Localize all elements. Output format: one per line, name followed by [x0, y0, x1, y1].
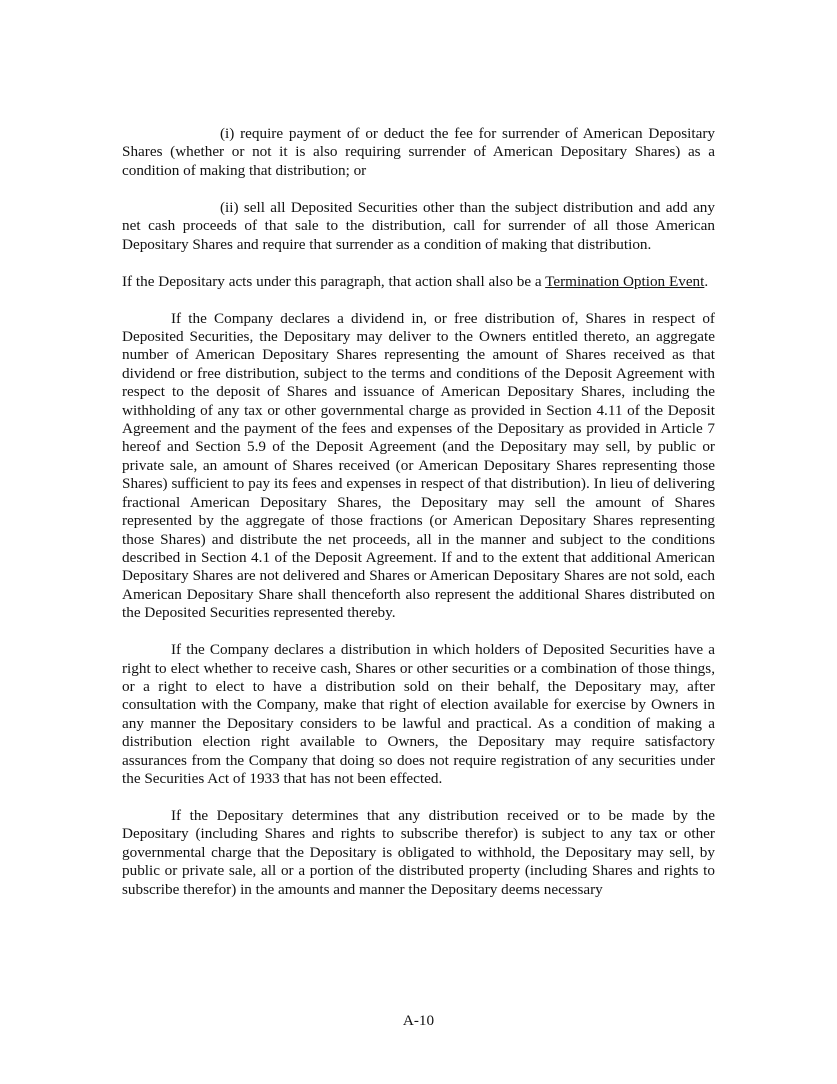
paragraph-election-distribution: If the Company declares a distribution in which holders of Deposited Securities have a right to elect whether to receive cash, Shares or other securities or a combination of those things, or a right to elect to have a distribution sold on their behalf, the Depositary may, after consultation with the Company, make that right of election available for exercise by Owners in any manner the Depositary considers to be lawful and practical. As a condition of making a distribution election right available to Owners, the Depositary may require satisfactory assurances from the Company that doing so does not require registration of any securities under the Securities Act of 1933 that has not been effected. — [122, 641, 715, 787]
page-number: A-10 — [402, 1012, 435, 1029]
paragraph-option-i: (i) require payment of or deduct the fee for surrender of American Depositary Shares (whether or not it is also requiring surrender of American Depositary Shares) as a condition of making that distribution; or — [122, 125, 715, 179]
paragraph-option-ii: (ii) sell all Deposited Securities other than the subject distribution and add any net cash proceeds of that sale to the distribution, call for surrender of all those American Depositary Shares and require that surrender as a condition of making that distribution. — [122, 198, 715, 253]
document-body — [122, 125, 715, 918]
paragraph-termination-option — [122, 273, 715, 291]
paragraph-tax-withholding: If the Depositary determines that any distribution received or to be made by the Depositary (including Shares and rights to subscribe therefor) is subject to any tax or other governmental charge that the Depositary is obligated to withhold, the Depositary may sell, by public or private sale, all or a portion of the distributed property (including Shares and rights to subscribe therefor) in the amounts and manner the Depositary deems necessary — [122, 806, 715, 898]
termination-option-event-term: Termination Option Event — [545, 272, 705, 290]
termination-text-before: If the Depositary acts under this paragraph, that action shall also be a — [122, 272, 546, 290]
paragraph-share-dividend: If the Company declares a dividend in, or free distribution of, Shares in respect of Deposited Securities, the Depositary may deliver to the Owners entitled thereto, an aggregate number of American Depositary Shares representing the amount of Shares received as that dividend or free distribution, subject to the terms and conditions of the Deposit Agreement with respect to the deposit of Shares and issuance of American Depositary Shares, including the withholding of any tax or other governmental charge as provided in Section 4.11 of the Deposit Agreement and the payment of the fees and expenses of the Depositary as provided in Article 7 hereof and Section 5.9 of the Deposit Agreement (and the Depositary may sell, by public or private sale, an amount of Shares received (or American Depositary Shares representing those Shares) sufficient to pay its fees and expenses in respect of that distribution). In lieu of delivering fractional American Depositary Shares, the Depositary may sell the amount of Shares represented by the aggregate of those fractions (or American Depositary Shares representing those Shares) and distribute the net proceeds, all in the manner and subject to the conditions described in Section 4.1 of the Deposit Agreement. If and to the extent that additional American Depositary Shares are not delivered and Shares or American Depositary Shares are not sold, each American Depositary Share shall thenceforth also represent the additional Shares distributed on the Deposited Securities represented thereby. — [122, 309, 715, 622]
termination-text-after: . — [704, 272, 709, 290]
